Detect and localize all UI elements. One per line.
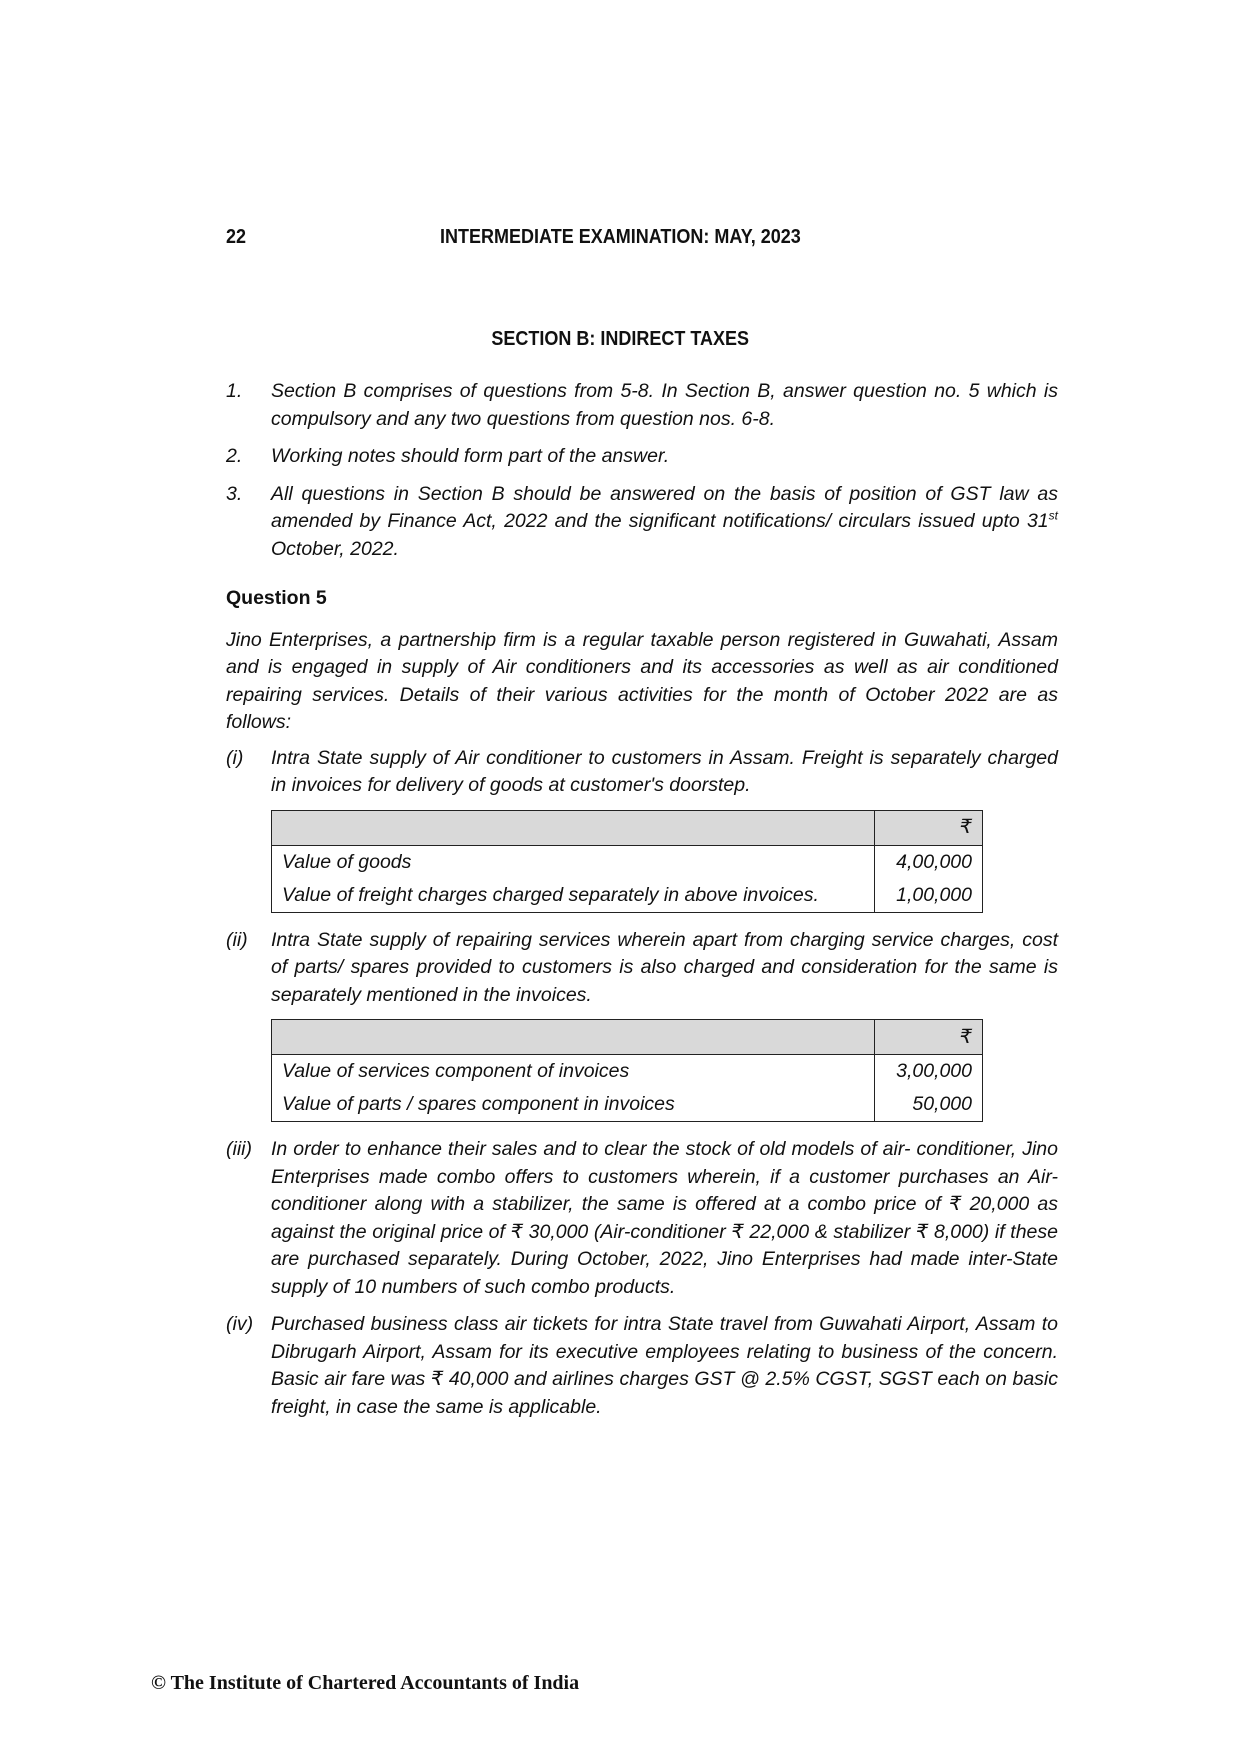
row-amount: 4,00,000 (875, 845, 983, 879)
table-row (272, 879, 983, 913)
copyright-footer: © The Institute of Chartered Accountants of India (151, 1672, 580, 1694)
question-item-iii (226, 1136, 1058, 1301)
table-row (272, 1055, 983, 1089)
instruction-number: 1. (226, 380, 243, 402)
item-text: Purchased business class air tickets for intra State travel from Guwahati Airport, Assam to Dibrugarh Airport, Assam for its executive employees relating to business of the concern. Basic air fare was ₹ 40,000 and airlines charges GST @ 2.5% CGST, SGST each on basic freight, in case the same is applicable. (271, 1313, 1058, 1418)
instruction-text: Working notes should form part of the answer. (271, 445, 670, 467)
instruction-number: 3. (226, 482, 243, 505)
item-text: In order to enhance their sales and to clear the stock of old models of air- conditioner, Jino Enterprises made combo offers to customers wherein, if a customer purchases an Air-conditioner along with a stabilizer, the same is offered at a combo price of ₹ 20,000 as against the original price of ₹ 30,000 (Air-conditioner ₹ 22,000 & stabilizer ₹ 8,000) if these are purchased separately. During October, 2022, Jino Enterprises had made inter-State supply of 10 numbers of such combo products. (271, 1138, 1058, 1298)
page-number: 22 (226, 226, 247, 248)
item-number: (iii) (226, 1138, 252, 1160)
instruction-item (226, 378, 1058, 433)
section-title: SECTION B: INDIRECT TAXES (491, 328, 750, 350)
row-amount: 3,00,000 (875, 1055, 983, 1089)
row-label: Value of services component of invoices (272, 1055, 875, 1089)
row-amount: 50,000 (875, 1088, 983, 1122)
instruction-item (226, 443, 1058, 471)
table-row (272, 1088, 983, 1122)
row-label: Value of freight charges charged separately in above invoices. (272, 879, 875, 913)
question-intro: Jino Enterprises, a partnership firm is a regular taxable person registered in Guwahati, Assam and is engaged in supply of Air conditioners and its accessories as well as air conditioned repairing services. Details of their various activities for the month of October 2022 are as follows: (226, 628, 1058, 733)
item-text: Intra State supply of repairing services wherein apart from charging service charges, cost of parts/ spares provided to customers is also charged and consideration for the same is separately mentioned in the invoices. (271, 928, 1058, 1006)
ordinal-suffix: st (1048, 508, 1058, 523)
item-number: (ii) (226, 928, 248, 951)
table-row (272, 845, 983, 879)
question-item-ii (226, 927, 1058, 1010)
instruction-text: All questions in Section B should be answered on the basis of position of GST law as amended by Finance Act, 2022 and the significant notifications/ circulars issued upto 31st October, 2022. (271, 482, 1058, 560)
table-header-row (272, 810, 983, 845)
table-header-blank (272, 1020, 875, 1055)
row-label: Value of parts / spares component in invoices (272, 1088, 875, 1122)
page-body (226, 378, 1058, 1431)
question-item-i (226, 745, 1058, 800)
value-table-ii (271, 1019, 983, 1122)
item-number: (iv) (226, 1313, 254, 1335)
question-item-iv (226, 1311, 1058, 1421)
item-text: Intra State supply of Air conditioner to customers in Assam. Freight is separately charged in invoices for delivery of goods at customer's doorstep. (271, 746, 1058, 796)
row-label: Value of goods (272, 845, 875, 879)
table-header-row (272, 1020, 983, 1055)
currency-header: ₹ (875, 810, 983, 845)
question-heading: Question 5 (226, 587, 327, 609)
instruction-item (226, 481, 1058, 564)
item-number: (i) (226, 746, 244, 769)
table-header-blank (272, 810, 875, 845)
instruction-number: 2. (226, 445, 243, 467)
currency-header: ₹ (875, 1020, 983, 1055)
row-amount: 1,00,000 (875, 879, 983, 913)
page-header-title: INTERMEDIATE EXAMINATION: MAY, 2023 (440, 226, 801, 248)
instruction-text: Section B comprises of questions from 5-8. In Section B, answer question no. 5 which is compulsory and any two questions from question nos. 6-8. (271, 380, 1058, 430)
value-table-i (271, 810, 983, 913)
